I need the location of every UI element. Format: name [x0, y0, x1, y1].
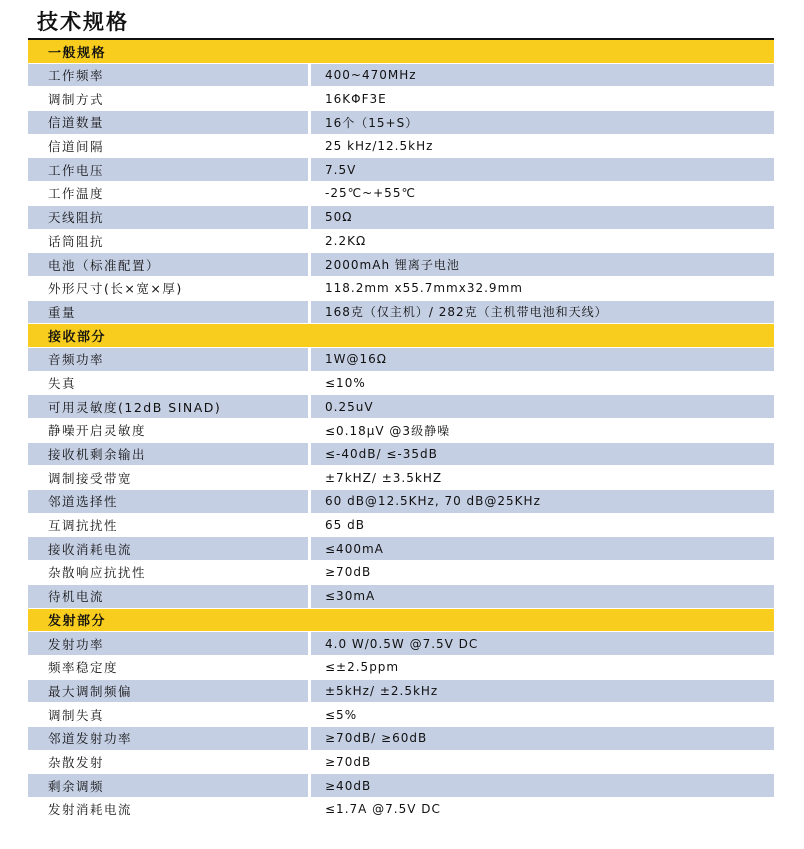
spec-value: 60 dB@12.5KHz, 70 dB@25KHz [325, 494, 541, 509]
spec-label: 频率稳定度 [48, 660, 119, 676]
column-divider [308, 774, 311, 797]
spec-row [28, 301, 774, 325]
spec-label: 失真 [48, 375, 77, 391]
spec-label: 静噪开启灵敏度 [48, 423, 147, 439]
spec-value: 16个（15+S） [325, 115, 419, 130]
spec-row [28, 277, 774, 301]
spec-row [28, 348, 774, 372]
column-divider [308, 301, 311, 324]
section-title: 接收部分 [48, 330, 107, 346]
spec-label: 天线阻抗 [48, 210, 105, 226]
spec-label: 信道数量 [48, 115, 105, 131]
column-divider [308, 111, 311, 134]
spec-row [28, 585, 774, 609]
spec-value: ≤-40dB/ ≤-35dB [325, 447, 438, 462]
spec-label: 工作温度 [48, 186, 105, 202]
spec-value: ≤30mA [325, 589, 376, 604]
spec-row [28, 656, 774, 680]
column-divider [308, 277, 311, 300]
spec-label: 杂散响应抗扰性 [48, 565, 147, 581]
column-divider [308, 798, 311, 821]
section-title: 一般规格 [48, 45, 107, 61]
spec-label: 工作电压 [48, 162, 105, 178]
column-divider [308, 182, 311, 205]
spec-row [28, 632, 774, 656]
spec-value: ≤400mA [325, 541, 384, 556]
spec-value: ≥70dB [325, 754, 372, 769]
spec-label: 待机电流 [48, 589, 105, 605]
column-divider [308, 561, 311, 584]
spec-row [28, 537, 774, 561]
column-divider [308, 680, 311, 703]
spec-value: ≤0.18μV @3级静噪 [325, 423, 451, 438]
spec-label: 发射消耗电流 [48, 802, 133, 818]
spec-label: 可用灵敏度(12dB SINAD) [48, 399, 222, 415]
spec-label: 调制失真 [48, 707, 105, 723]
column-divider [308, 656, 311, 679]
spec-row [28, 561, 774, 585]
spec-value: ≤10% [325, 375, 366, 390]
spec-label: 调制方式 [48, 91, 105, 107]
spec-value: 0.25uV [325, 399, 374, 414]
spec-row [28, 466, 774, 490]
spec-label: 邻道发射功率 [48, 731, 133, 747]
spec-value: ±5kHz/ ±2.5kHz [325, 683, 439, 698]
spec-value: -25℃~+55℃ [325, 186, 416, 201]
column-divider [308, 537, 311, 560]
column-divider [308, 727, 311, 750]
spec-row [28, 443, 774, 467]
spec-value: 16KΦF3E [325, 91, 387, 106]
spec-row [28, 514, 774, 538]
spec-value: 1W@16Ω [325, 352, 387, 367]
spec-value: ≥70dB [325, 565, 372, 580]
spec-value: 25 kHz/12.5kHz [325, 139, 434, 154]
column-divider [308, 514, 311, 537]
page-title: 技术规格 [37, 10, 129, 34]
spec-label: 接收消耗电流 [48, 541, 133, 557]
column-divider [308, 372, 311, 395]
spec-row [28, 680, 774, 704]
column-divider [308, 64, 311, 87]
spec-label: 信道间隔 [48, 139, 105, 155]
spec-label: 电池（标准配置） [48, 257, 161, 273]
spec-label: 重量 [48, 304, 77, 320]
column-divider [308, 206, 311, 229]
spec-value: ≤5% [325, 707, 358, 722]
spec-row [28, 395, 774, 419]
spec-value: ≥70dB/ ≥60dB [325, 731, 428, 746]
spec-row [28, 182, 774, 206]
spec-row [28, 372, 774, 396]
spec-label: 剩余调频 [48, 778, 105, 794]
spec-row [28, 135, 774, 159]
column-divider [308, 585, 311, 608]
spec-row [28, 490, 774, 514]
column-divider [308, 348, 311, 371]
spec-row [28, 703, 774, 727]
spec-row [28, 206, 774, 230]
spec-value: ≥40dB [325, 778, 372, 793]
spec-value: 65 dB [325, 518, 365, 533]
spec-row [28, 230, 774, 254]
spec-row [28, 158, 774, 182]
section-header [28, 40, 774, 64]
spec-row [28, 419, 774, 443]
spec-value: ±7kHZ/ ±3.5kHZ [325, 470, 443, 485]
column-divider [308, 703, 311, 726]
column-divider [308, 419, 311, 442]
spec-label: 话筒阻抗 [48, 233, 105, 249]
column-divider [308, 751, 311, 774]
spec-row [28, 774, 774, 798]
spec-value: ≤±2.5ppm [325, 660, 400, 675]
spec-label: 工作频率 [48, 68, 105, 84]
column-divider [308, 158, 311, 181]
spec-label: 互调抗扰性 [48, 518, 119, 534]
spec-value: 168克（仅主机）/ 282克（主机带电池和天线） [325, 305, 608, 320]
spec-label: 调制接受带宽 [48, 470, 133, 486]
spec-value: 7.5V [325, 162, 357, 177]
section-header [28, 609, 774, 633]
spec-label: 音频功率 [48, 352, 105, 368]
column-divider [308, 395, 311, 418]
spec-value: 4.0 W/0.5W @7.5V DC [325, 636, 479, 651]
column-divider [308, 135, 311, 158]
spec-row [28, 111, 774, 135]
spec-row [28, 253, 774, 277]
spec-label: 最大调制频偏 [48, 683, 133, 699]
spec-table [28, 40, 774, 822]
spec-label: 邻道选择性 [48, 494, 119, 510]
column-divider [308, 87, 311, 110]
spec-value: 118.2mm x55.7mmx32.9mm [325, 281, 523, 296]
column-divider [308, 490, 311, 513]
section-title: 发射部分 [48, 614, 107, 630]
spec-value: 2.2KΩ [325, 233, 367, 248]
spec-value: 400~470MHz [325, 68, 417, 83]
spec-label: 发射功率 [48, 636, 105, 652]
spec-row [28, 87, 774, 111]
spec-value: ≤1.7A @7.5V DC [325, 802, 441, 817]
column-divider [308, 253, 311, 276]
spec-row [28, 727, 774, 751]
spec-value: 2000mAh 锂离子电池 [325, 258, 460, 273]
spec-label: 接收机剩余输出 [48, 447, 147, 463]
spec-label: 杂散发射 [48, 754, 105, 770]
spec-label: 外形尺寸(长×宽×厚) [48, 281, 183, 297]
column-divider [308, 230, 311, 253]
spec-row [28, 751, 774, 775]
column-divider [308, 443, 311, 466]
spec-row [28, 798, 774, 822]
column-divider [308, 466, 311, 489]
section-header [28, 324, 774, 348]
column-divider [308, 632, 311, 655]
spec-value: 50Ω [325, 210, 353, 225]
spec-row [28, 64, 774, 88]
